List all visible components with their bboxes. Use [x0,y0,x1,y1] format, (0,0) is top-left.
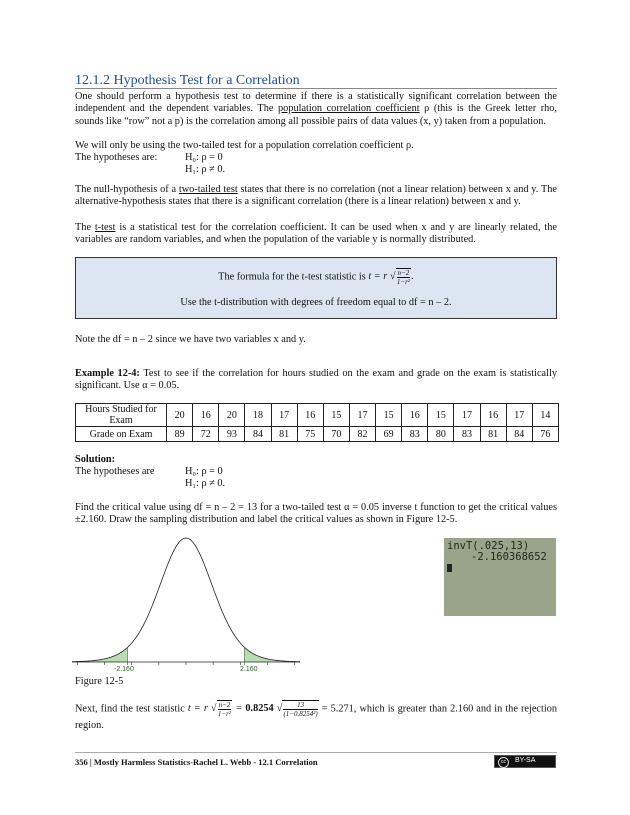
table-cell: 81 [271,427,297,442]
table-cell: 80 [428,427,454,442]
table-cell: 84 [506,427,532,442]
t-test-paragraph: The t-test is a statistical test for the correlation coefficient. It can be used when x and y are linearly related, the variables are random variables, and when the population of the variable y is normally distributed. [75,222,557,246]
page-footer: 356 | Mostly Harmless Statistics-Rachel L. Webb - 12.1 Correlation [75,757,318,767]
heading-rule [75,88,557,89]
distribution-curve [72,538,300,662]
data-table [75,403,559,442]
null-hypothesis: H₀: ρ = 0 [185,152,223,163]
table-cell: 15 [376,404,402,427]
t-distribution-figure [72,532,300,674]
table-cell: 72 [193,427,219,442]
axis-ticks [77,648,294,665]
figure-caption: Figure 12-5 [75,676,124,687]
table-cell: 20 [219,404,245,427]
solution-null-hypothesis: H₀: ρ = 0 [185,466,223,477]
table-cell: 17 [506,404,532,427]
table-cell: 82 [349,427,375,442]
solution-alternative-hypothesis: H₁: ρ ≠ 0. [185,478,226,489]
license-badge[interactable] [494,755,556,768]
table-cell: 17 [454,404,480,427]
table-cell: 70 [323,427,349,442]
df-line: Use the t-distribution with degrees of freedom equal to df = n – 2. [180,297,452,308]
table-cell: 18 [245,404,271,427]
table-cell: 75 [297,427,323,442]
table-cell: 16 [193,404,219,427]
formula-box [75,257,557,319]
table-cell: 84 [245,427,271,442]
critical-value-paragraph: Find the critical value using df = n – 2 = 13 for a two-tailed test α = 0.05 inverse t function to get the critical values ±2.160. Draw the sampling distribution and label the critical values as shown in Figure 12-5. [75,502,557,526]
hypotheses-label: The hypotheses are: [75,152,158,163]
calculator-screen [444,538,556,616]
table-cell: 81 [480,427,506,442]
calculator-line-1: invT(.025,13) [447,540,530,552]
table-cell: 76 [532,427,558,442]
example-paragraph: Example 12-4: Test to see if the correlation for hours studied on the exam and grade on the exam is statistically significant. Use α = 0.05. [75,368,558,392]
license-label: BY-SA [515,757,536,764]
left-critical-label: -2.160 [114,666,134,673]
footer-rule [75,752,557,753]
two-tailed-note: We will only be using the two-tailed test for a population correlation coefficient ρ. [75,140,414,151]
table-cell: 89 [167,427,193,442]
table-cell: 16 [402,404,428,427]
t-formula: t = r √ $\frac{n-2}{\text{1−r²}}$ . [368,269,414,286]
formula-line: The formula for the t-test statistic is t = r √ $\frac{n-2}{\text{1−r²}}$ . [218,269,414,286]
section-heading: 12.1.2 Hypothesis Test for a Correlation [75,73,300,88]
row-header-grade: Grade on Exam [76,427,167,442]
df-note: Note the df = n – 2 since we have two variables x and y. [75,334,306,345]
table-row [76,427,559,442]
table-cell: 14 [532,404,558,427]
table-cell: 83 [402,427,428,442]
table-cell: 17 [349,404,375,427]
table-cell: 16 [297,404,323,427]
test-statistic-formula: t = r √ $\frac{n-2}{\text{1−r²}}$ = 0.8254 √ $\frac{13}{\text{(1−0.8254²)}}$ [187,701,318,718]
solution-hypotheses-label: The hypotheses are [75,466,155,477]
test-statistic-paragraph: Next, find the test statistic t = r √ $\frac{n-2}{\text{1−r²}}$ = 0.8254 √ $\frac{13}{\text{(1−0.8254²)}}$ = 5.271, which is greater than 2.160 and in the rejection region. [75,701,557,731]
cc-icon: cc [498,757,509,768]
null-hypothesis-paragraph: The null-hypothesis of a two-tailed test states that there is no correlation (not a linear relation) between x and y. The alternative-hypothesis states that there is a significant correlation (there is a linear relation) between x and y. [75,184,557,208]
solution-label: Solution: [75,454,116,465]
table-row [76,404,559,427]
calculator-line-2: -2.160368652 [471,551,547,563]
right-critical-label: 2.160 [240,666,258,673]
t-test-link[interactable]: t-test [94,222,116,233]
population-correlation-link[interactable]: population correlation coefficient [278,103,420,115]
table-cell: 93 [219,427,245,442]
table-cell: 20 [167,404,193,427]
table-cell: 15 [323,404,349,427]
table-cell: 83 [454,427,480,442]
calculator-cursor [447,564,452,572]
table-cell: 17 [271,404,297,427]
table-cell: 15 [428,404,454,427]
two-tailed-test-link[interactable]: two-tailed test [178,184,238,195]
row-header-hours: Hours Studied for Exam [76,404,167,427]
intro-paragraph: One should perform a hypothesis test to determine if there is a statistically significant correlation between the independent and the dependent variables. The population correlation coefficient ρ (this is the Greek letter rho, sounds like “row” not a p) is the correlation among all possible pairs of data values (x, y) taken from a population. [75,91,557,127]
table-cell: 16 [480,404,506,427]
table-cell: 69 [376,427,402,442]
alternative-hypothesis: H₁: ρ ≠ 0. [185,164,226,175]
